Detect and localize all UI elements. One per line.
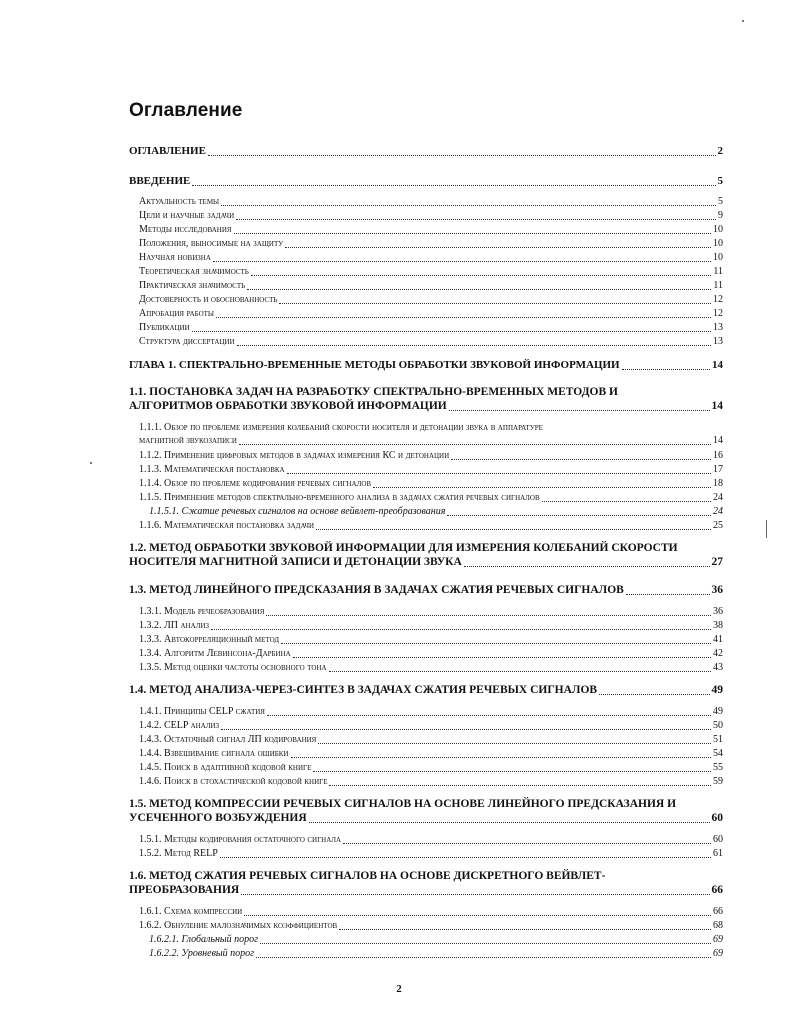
toc-entry[interactable]	[139, 619, 723, 632]
toc-entry-label: Методы исследования	[139, 224, 232, 235]
toc-entry[interactable]	[139, 449, 723, 462]
toc-entry-page: 49	[713, 706, 723, 717]
toc-entry-label: 1.4.3. Остаточный сигнал ЛП кодирования	[139, 734, 317, 745]
leader-dots	[213, 257, 711, 262]
leader-dots	[211, 625, 711, 630]
leader-dots	[281, 639, 711, 644]
toc-entry-label: 1.3.5. Метод оценки частоты основного тона	[139, 662, 327, 673]
toc-entry-label: 1.4.1. Принципы CELP сжатия	[139, 706, 265, 717]
toc-entry[interactable]	[139, 223, 723, 236]
leader-dots	[192, 181, 715, 186]
toc-entry-page: 68	[713, 920, 723, 931]
toc-entry-page: 11	[713, 280, 723, 291]
toc-entry-label-line1: 1.5. МЕТОД КОМПРЕССИИ РЕЧЕВЫХ СИГНАЛОВ НА ОСНОВЕ ЛИНЕЙНОГО ПРЕДСКАЗАНИЯ И	[129, 798, 677, 810]
toc-entry-page: 43	[713, 662, 723, 673]
toc-entry[interactable]	[139, 491, 723, 504]
page-number: 2	[396, 983, 402, 995]
toc-entry-chapter[interactable]	[129, 359, 723, 372]
toc-entry-page: 25	[713, 520, 723, 531]
toc-entry-page: 14	[712, 359, 723, 371]
toc-entry-page: 13	[713, 322, 723, 333]
toc-entry-page: 27	[711, 556, 723, 568]
toc-entry-label: 1.6.2. Обнуление малозначимых коэффициентов	[139, 920, 338, 931]
toc-entry[interactable]	[149, 933, 723, 946]
toc-entry-label: 1.4.6. Поиск в стохастической кодовой книге	[139, 776, 328, 787]
toc-entry-label: 1.3.3. Автокорреляционный метод	[139, 634, 280, 645]
toc-entry[interactable]	[139, 251, 723, 264]
toc-entry-label: Структура диссертации	[139, 336, 235, 347]
toc-entry-label: 1.6.1. Схема компрессии	[139, 906, 243, 917]
leader-dots	[221, 201, 716, 206]
scan-speck	[742, 20, 744, 22]
toc-entry[interactable]	[139, 661, 723, 674]
toc-entry-page: 14	[711, 400, 723, 412]
toc-entry-label: Практическая значимость	[139, 280, 246, 291]
toc-entry-label: 1.6.2.2. Уровневый порог	[149, 948, 255, 959]
toc-entry[interactable]	[139, 265, 723, 278]
toc-entry-label-line1: 1.1. ПОСТАНОВКА ЗАДАЧ НА РАЗРАБОТКУ СПЕКТРАЛЬНО-ВРЕМЕННЫХ МЕТОДОВ И	[129, 386, 618, 398]
toc-entry-page: 5	[717, 175, 723, 187]
toc-entry-page: 69	[713, 934, 723, 945]
toc-entry-label: Научная новизна	[139, 252, 211, 263]
toc-entry[interactable]	[139, 919, 723, 932]
toc-entry[interactable]	[139, 307, 723, 320]
toc-entry-page: 42	[713, 648, 723, 659]
toc-entry-section[interactable]	[129, 584, 723, 597]
toc-entry-page: 9	[718, 210, 723, 221]
toc-entry-page: 59	[713, 776, 723, 787]
leader-dots	[287, 469, 711, 474]
leader-dots	[260, 939, 711, 944]
toc-entry-page: 2	[717, 145, 723, 157]
leader-dots	[309, 818, 710, 823]
toc-entry-page: 49	[711, 684, 723, 696]
toc-entry[interactable]	[149, 505, 723, 518]
scan-speck	[90, 462, 92, 464]
toc-entry-label: 1.1.3. Математическая постановка	[139, 464, 285, 475]
leader-dots	[208, 151, 716, 156]
leader-dots	[542, 497, 711, 502]
toc-entry-label-line1: 1.6. МЕТОД СЖАТИЯ РЕЧЕВЫХ СИГНАЛОВ НА ОСНОВЕ ДИСКРЕТНОГО ВЕЙВЛЕТ-	[129, 870, 606, 882]
toc-entry-label: 1.5.2. Метод RELP	[139, 848, 218, 859]
leader-dots	[267, 711, 711, 716]
leader-dots	[247, 285, 711, 290]
leader-dots	[256, 953, 711, 958]
toc-entry[interactable]	[139, 905, 723, 918]
toc-entry-section[interactable]	[129, 684, 723, 697]
toc-entry[interactable]	[139, 775, 723, 788]
leader-dots	[464, 562, 710, 567]
leader-dots	[622, 365, 710, 370]
toc-entry-label: Апробация работы	[139, 308, 215, 319]
toc-entry-label-line2: НОСИТЕЛЯ МАГНИТНОЙ ЗАПИСИ И ДЕТОНАЦИИ ЗВУКА	[129, 556, 462, 568]
toc-entry-page: 60	[713, 834, 723, 845]
toc-entry-label: Теоретическая значимость	[139, 266, 249, 277]
toc-entry[interactable]	[139, 733, 723, 746]
toc-entry-label: 1.4. МЕТОД АНАЛИЗА-ЧЕРЕЗ-СИНТЕЗ В ЗАДАЧАХ СЖАТИЯ РЕЧЕВЫХ СИГНАЛОВ	[129, 684, 598, 696]
toc-entry-page: 60	[711, 812, 723, 824]
toc-entry-label: ГЛАВА 1. СПЕКТРАЛЬНО-ВРЕМЕННЫЕ МЕТОДЫ ОБРАБОТКИ ЗВУКОВОЙ ИНФОРМАЦИИ	[129, 359, 620, 371]
leader-dots	[251, 271, 712, 276]
toc-entry-label: Достоверность и обоснованность	[139, 294, 278, 305]
toc-entry-label-line1: 1.2. МЕТОД ОБРАБОТКИ ЗВУКОВОЙ ИНФОРМАЦИИ ДЛЯ ИЗМЕРЕНИЯ КОЛЕБАНИЙ СКОРОСТИ	[129, 542, 678, 554]
toc-entry[interactable]	[139, 321, 723, 334]
toc-entry-page: 36	[711, 584, 723, 596]
toc-entry[interactable]	[139, 421, 723, 447]
leader-dots	[291, 753, 711, 758]
toc-entry[interactable]	[139, 747, 723, 760]
toc-entry[interactable]	[139, 279, 723, 292]
toc-entry-page: 18	[713, 478, 723, 489]
toc-entry-page: 61	[713, 848, 723, 859]
toc-entry-page: 13	[713, 336, 723, 347]
leader-dots	[216, 313, 711, 318]
toc-entry[interactable]	[139, 833, 723, 846]
toc-entry-label: Актуальность темы	[139, 196, 220, 207]
toc-entry[interactable]	[129, 145, 723, 158]
toc-entry[interactable]	[129, 175, 723, 188]
toc-entry-label: Публикации	[139, 322, 190, 333]
toc-entry-page: 55	[713, 762, 723, 773]
toc-entry[interactable]	[149, 947, 723, 960]
toc-entry-page: 10	[713, 252, 723, 263]
toc-entry-page: 11	[713, 266, 723, 277]
toc-entry-label-line2: ПРЕОБРАЗОВАНИЯ	[129, 884, 240, 896]
toc-entry-label: 1.1.6. Математическая постановка задачи	[139, 520, 315, 531]
leader-dots	[316, 525, 711, 530]
toc-entry[interactable]	[139, 195, 723, 208]
toc-entry-page: 14	[713, 435, 723, 446]
leader-dots	[329, 781, 711, 786]
toc-entry[interactable]	[139, 237, 723, 250]
toc-entry[interactable]	[139, 605, 723, 618]
toc-entry-page: 10	[713, 224, 723, 235]
toc-entry-page: 12	[713, 294, 723, 305]
toc-entry-label-line2: магнитной звукозаписи	[139, 435, 237, 446]
toc-entry-page: 38	[713, 620, 723, 631]
leader-dots	[236, 215, 716, 220]
toc-entry-page: 17	[713, 464, 723, 475]
toc-entry-page: 54	[713, 748, 723, 759]
toc-entry-label: Положения, выносимые на защиту	[139, 238, 284, 249]
toc-entry-label: 1.1.5.1. Сжатие речевых сигналов на основе вейвлет-преобразования	[149, 506, 446, 517]
leader-dots	[279, 299, 711, 304]
toc-entry[interactable]	[139, 293, 723, 306]
toc-entry-page: 66	[713, 906, 723, 917]
toc-entry[interactable]	[139, 647, 723, 660]
leader-dots	[599, 690, 709, 695]
toc-entry-section[interactable]	[129, 541, 723, 569]
leader-dots	[220, 853, 711, 858]
toc-entry-page: 36	[713, 606, 723, 617]
leader-dots	[239, 440, 711, 445]
leader-dots	[449, 406, 710, 411]
toc-entry-page: 41	[713, 634, 723, 645]
toc-entry-page: 66	[711, 884, 723, 896]
toc-entry-label: 1.3.4. Алгоритм Левинсона-Дарбина	[139, 648, 291, 659]
toc-entry[interactable]	[139, 719, 723, 732]
toc-entry-label: Цели и научные задачи	[139, 210, 235, 221]
toc-entry-page: 5	[718, 196, 723, 207]
toc-entry[interactable]	[139, 209, 723, 222]
toc-entry-label: 1.5.1. Методы кодирования остаточного сигнала	[139, 834, 342, 845]
scan-mark	[766, 520, 767, 538]
leader-dots	[339, 925, 711, 930]
toc-entry-page: 69	[713, 948, 723, 959]
toc-entry-label: 1.1.5. Применение методов спектрально-временного анализа в задачах сжатия речевых сигналов	[139, 492, 540, 503]
leader-dots	[293, 653, 711, 658]
toc-entry-section[interactable]	[129, 797, 723, 825]
toc-entry-label: 1.3.1. Модель речеобразования	[139, 606, 265, 617]
toc-entry[interactable]	[139, 335, 723, 348]
toc-entry-label: 1.4.4. Взвешивание сигнала ошибки	[139, 748, 289, 759]
leader-dots	[626, 590, 710, 595]
leader-dots	[234, 229, 711, 234]
leader-dots	[192, 327, 711, 332]
toc-entry-page: 24	[713, 492, 723, 503]
toc-entry-label: 1.4.5. Поиск в адаптивной кодовой книге	[139, 762, 312, 773]
toc-entry-label-line1: 1.1.1. Обзор по проблеме измерения колебаний скорости носителя и детонации звука в аппаратуре	[139, 422, 543, 433]
leader-dots	[237, 341, 711, 346]
toc-entry-label: 1.1.2. Применение цифровых методов в задачах измерения КС и детонации	[139, 450, 450, 461]
toc-entry-label: 1.1.4. Обзор по проблеме кодирования речевых сигналов	[139, 478, 372, 489]
toc-entry-section[interactable]	[129, 869, 723, 897]
leader-dots	[451, 455, 711, 460]
toc-entry-page: 12	[713, 308, 723, 319]
leader-dots	[329, 667, 711, 672]
toc-entry[interactable]	[139, 705, 723, 718]
toc-entry-page: 16	[713, 450, 723, 461]
page-title: Оглавление	[129, 100, 243, 121]
leader-dots	[285, 243, 711, 248]
leader-dots	[373, 483, 711, 488]
toc-entry-label: ОГЛАВЛЕНИЕ	[129, 145, 206, 157]
leader-dots	[221, 725, 711, 730]
toc-entry-page: 24	[713, 506, 723, 517]
toc-entry-page: 50	[713, 720, 723, 731]
toc-entry-label-line2: АЛГОРИТМОВ ОБРАБОТКИ ЗВУКОВОЙ ИНФОРМАЦИИ	[129, 400, 447, 412]
toc-entry[interactable]	[139, 847, 723, 860]
leader-dots	[244, 911, 711, 916]
toc-entry-label: 1.4.2. CELP анализ	[139, 720, 220, 731]
toc-entry[interactable]	[139, 519, 723, 532]
toc-entry-label-line2: УСЕЧЕННОГО ВОЗБУЖДЕНИЯ	[129, 812, 307, 824]
leader-dots	[241, 890, 709, 895]
toc-entry[interactable]	[139, 633, 723, 646]
toc-entry[interactable]	[139, 463, 723, 476]
toc-entry-label: ВВЕДЕНИЕ	[129, 175, 191, 187]
toc-entry-label: 1.3.2. ЛП анализ	[139, 620, 209, 631]
toc-entry[interactable]	[139, 477, 723, 490]
leader-dots	[266, 611, 711, 616]
toc-entry-label: 1.6.2.1. Глобальный порог	[149, 934, 259, 945]
toc-entry-page: 51	[713, 734, 723, 745]
leader-dots	[343, 839, 711, 844]
leader-dots	[318, 739, 711, 744]
toc-entry[interactable]	[139, 761, 723, 774]
leader-dots	[447, 511, 711, 516]
leader-dots	[313, 767, 711, 772]
toc-entry-label: 1.3. МЕТОД ЛИНЕЙНОГО ПРЕДСКАЗАНИЯ В ЗАДАЧАХ СЖАТИЯ РЕЧЕВЫХ СИГНАЛОВ	[129, 584, 624, 596]
toc-entry-page: 10	[713, 238, 723, 249]
toc-entry-section[interactable]	[129, 385, 723, 413]
